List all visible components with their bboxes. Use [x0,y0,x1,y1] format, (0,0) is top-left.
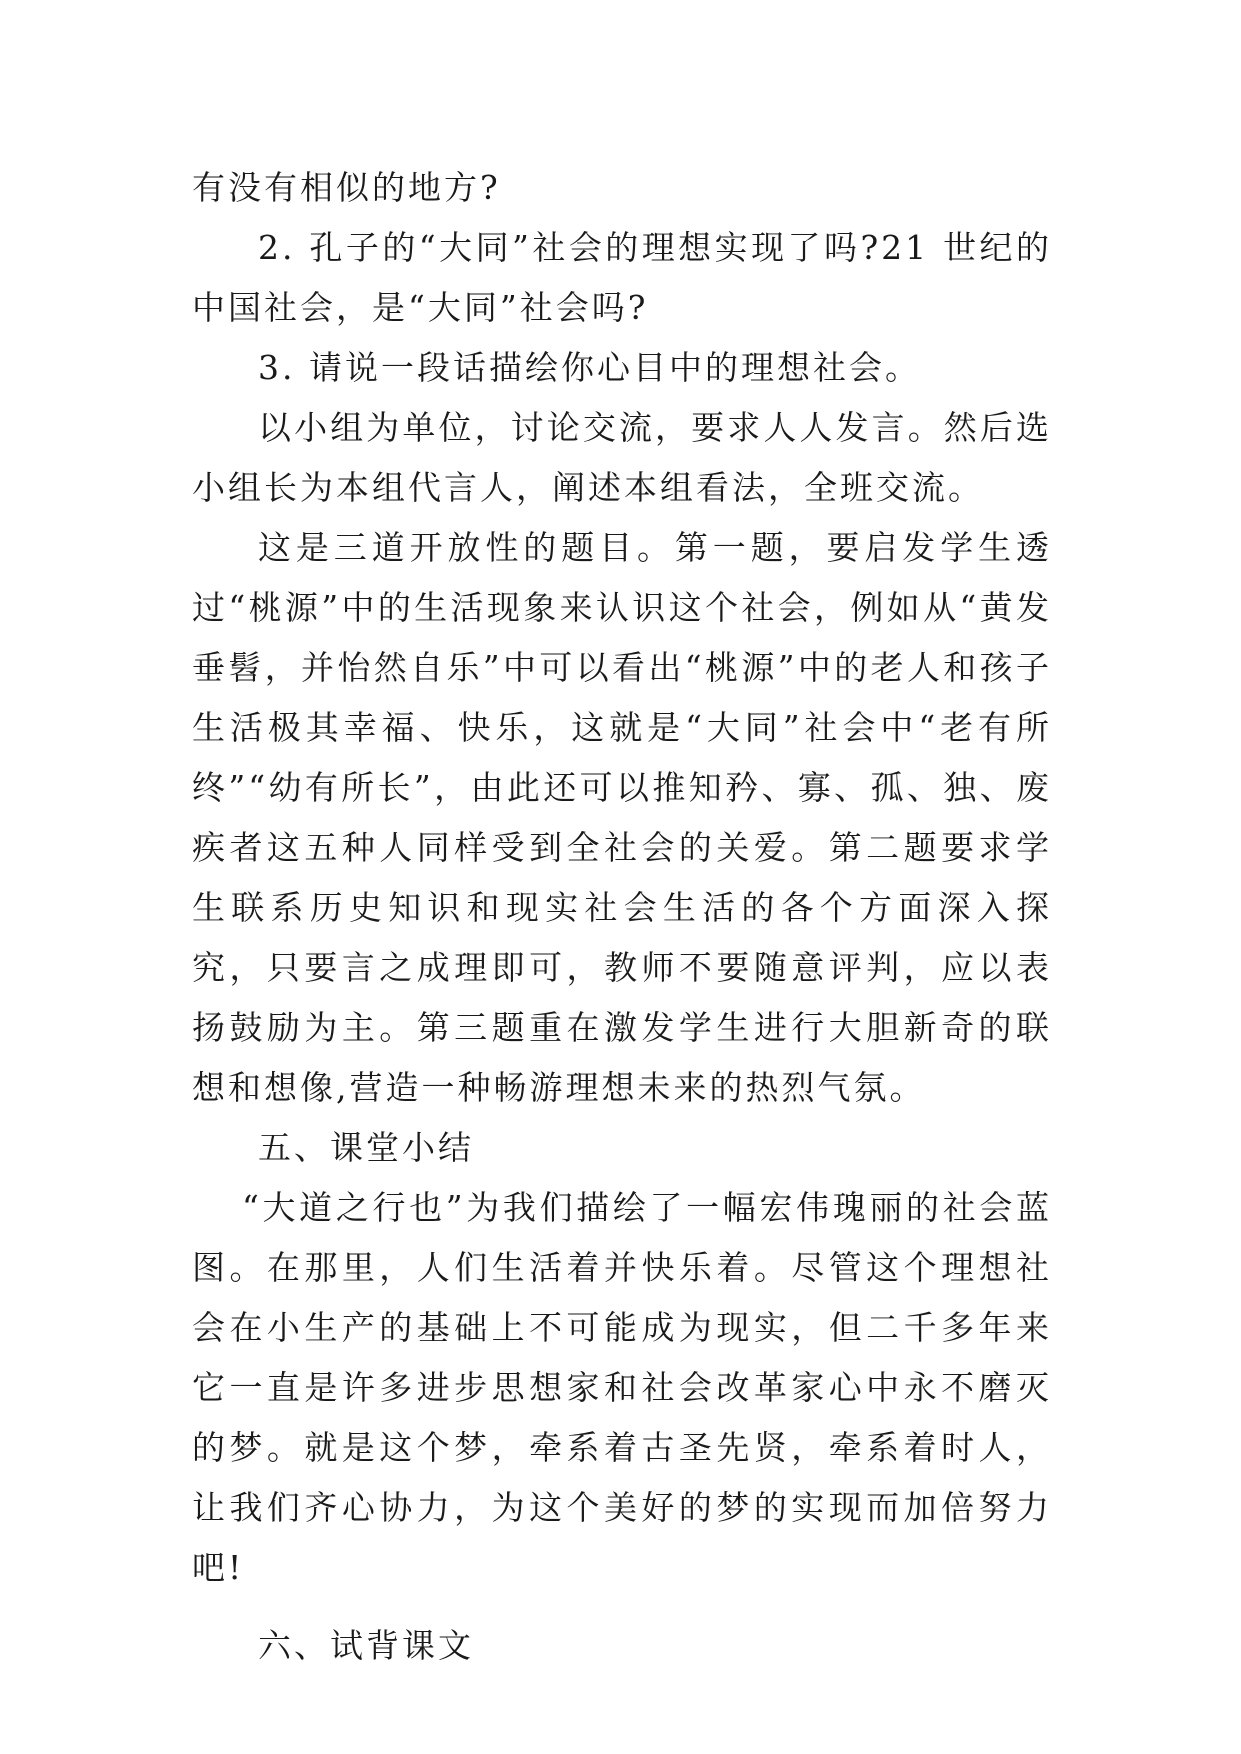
discussion-instruction: 以小组为单位，讨论交流，要求人人发言。然后选小组长为本组代言人，阐述本组看法，全班交流。 [192,408,1052,507]
summary-paragraph: “大道之行也”为我们描绘了一幅宏伟瑰丽的社会蓝图。在那里，人们生活着并快乐着。尽管这个理想社会在小生产的基础上不可能成为现实，但二千多年来它一直是许多进步思想家和社会改革家心中永不磨灭的梦。就是这个梦，牵系着古圣先贤，牵系着时人，让我们齐心协力，为这个美好的梦的实现而加倍努力吧! [192,1188,1052,1587]
section-heading-recite: 六、试背课文 [258,1626,474,1665]
paragraph-continuation: 有没有相似的地方? [192,168,501,207]
question-2: 2. 孔子的“大同”社会的理想实现了吗?21 世纪的中国社会，是“大同”社会吗? [192,228,1052,327]
question-3: 3. 请说一段话描绘你心目中的理想社会。 [258,348,921,387]
teaching-note: 这是三道开放性的题目。第一题，要启发学生透过“桃源”中的生活现象来认识这个社会，例如从“黄发垂髫，并怡然自乐”中可以看出“桃源”中的老人和孩子生活极其幸福、快乐，这就是“大同”社会中“老有所终”“幼有所长”，由此还可以推知矜、寡、孤、独、废疾者这五种人同样受到全社会的关爱。第二题要求学生联系历史知识和现实社会生活的各个方面深入探究，只要言之成理即可，教师不要随意评判，应以表扬鼓励为主。第三题重在激发学生进行大胆新奇的联想和想像,营造一种畅游理想未来的热烈气氛。 [192,528,1052,1107]
document-body [192,158,1052,1676]
section-heading-summary: 五、课堂小结 [258,1128,474,1167]
